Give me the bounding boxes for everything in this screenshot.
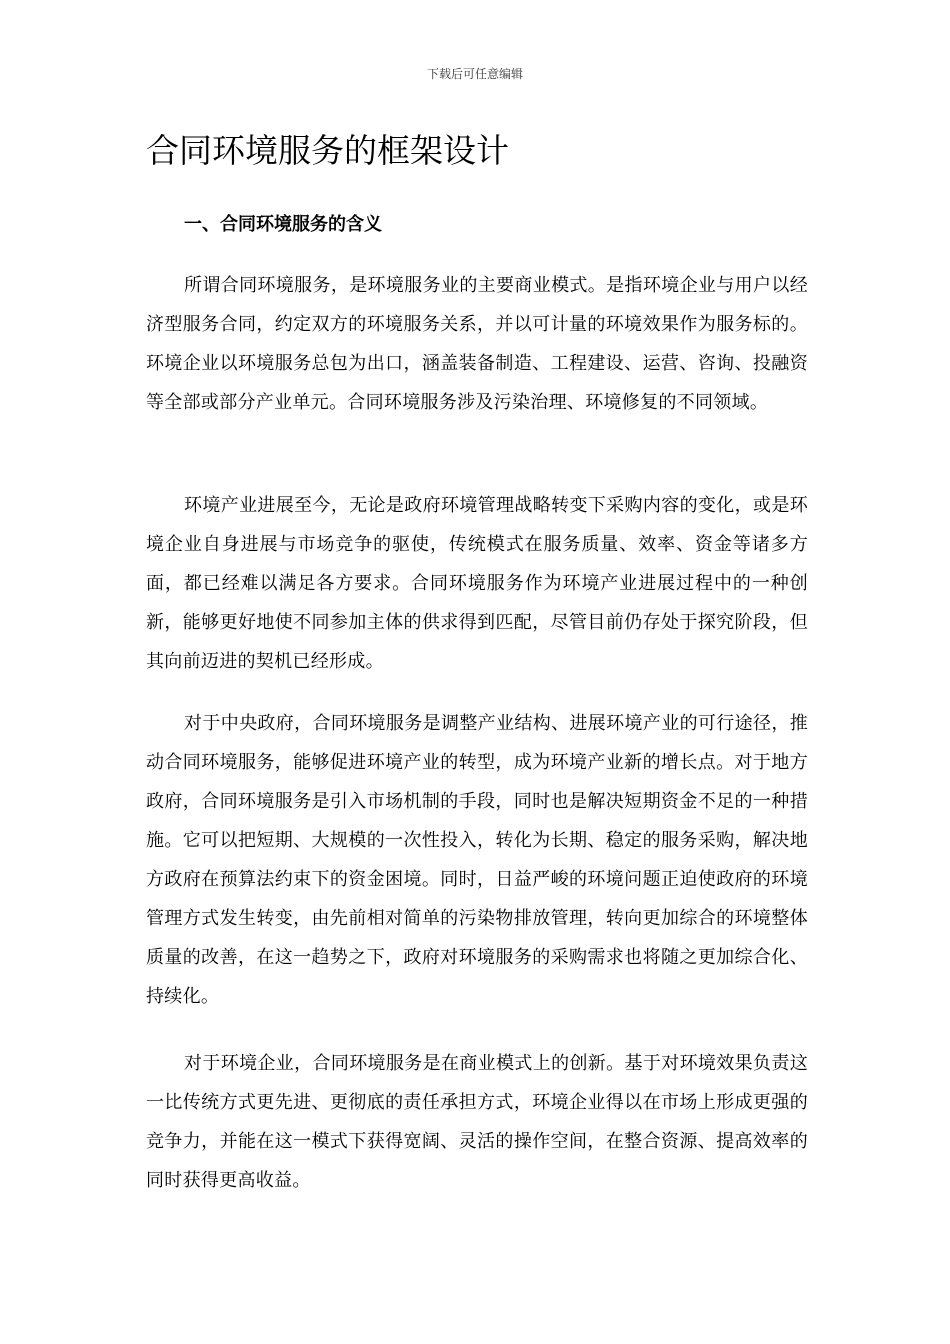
body-paragraph: 环境产业进展至今，无论是政府环境管理战略转变下采购内容的变化，或是环境企业自身进展与市场竞争的驱使，传统模式在服务质量、效率、资金等诸多方面，都已经难以满足各方要求。合同环境服务作为环境产业进展过程中的一种创新，能够更好地使不同参加主体的供求得到匹配，尽管目前仍存处于探究阶段，但其向前迈进的契机已经形成。: [146, 495, 808, 672]
document-title: 合同环境服务的框架设计: [146, 131, 509, 170]
body-paragraph: 所谓合同环境服务，是环境服务业的主要商业模式。是指环境企业与用户以经济型服务合同，约定双方的环境服务关系，并以可计量的环境效果作为服务标的。环境企业以环境服务总包为出口，涵盖装备制造、工程建设、运营、咨询、投融资等全部或部分产业单元。合同环境服务涉及污染治理、环境修复的不同领域。: [146, 275, 808, 413]
section-heading: 一、合同环境服务的含义: [184, 214, 382, 235]
header-note: 下载后可任意编辑: [426, 67, 523, 81]
body-paragraph: 对于中央政府，合同环境服务是调整产业结构、进展环境产业的可行途径，推动合同环境服务，能够促进环境产业的转型，成为环境产业新的增长点。对于地方政府，合同环境服务是引入市场机制的手段，同时也是解决短期资金不足的一种措施。它可以把短期、大规模的一次性投入，转化为长期、稳定的服务采购，解决地方政府在预算法约束下的资金困境。同时，日益严峻的环境问题正迫使政府的环境管理方式发生转变，由先前相对简单的污染物排放管理，转向更加综合的环境整体质量的改善，在这一趋势之下，政府对环境服务的采购需求也将随之更加综合化、持续化。: [146, 713, 808, 1007]
body-paragraph: 对于环境企业，合同环境服务是在商业模式上的创新。基于对环境效果负责这一比传统方式更先进、更彻底的责任承担方式，环境企业得以在市场上形成更强的竞争力，并能在这一模式下获得宽阔、灵活的操作空间，在整合资源、提高效率的同时获得更高收益。: [146, 1053, 808, 1191]
